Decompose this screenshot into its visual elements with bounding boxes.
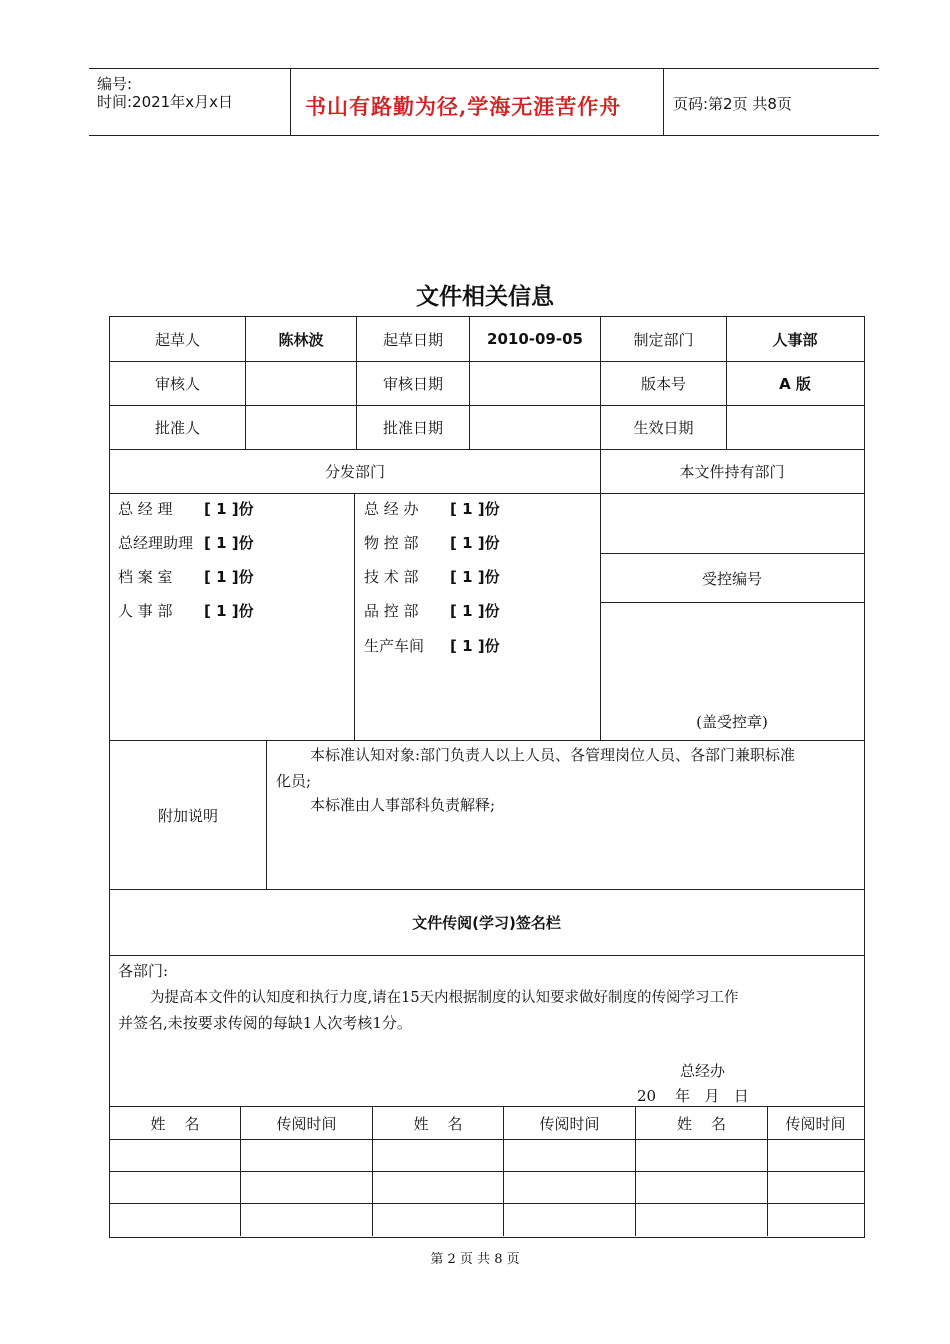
dist-item-qty: [ 1 ]份 [450,500,500,518]
col-header-time: 传阅时间 [785,1114,846,1133]
notes-line2: 本标准由人事部科负责解释; [310,796,496,814]
circulation-date: 20 年 月 日 [637,1087,749,1105]
notes-line1-cont: 化员; [276,772,312,790]
notes-label: 附加说明 [157,806,218,825]
dist-item-name: 技 术 部 [364,568,419,586]
dist-item [364,600,500,621]
dist-item-qty: [ 1 ]份 [450,637,500,655]
dist-item-name: 人 事 部 [118,602,173,620]
dept-value: 人事部 [772,330,818,349]
control-no-label: 受控编号 [701,569,762,588]
holder-header: 本文件持有部门 [679,463,785,481]
drafter-value: 陈林波 [278,330,324,349]
header-code-label: 编号: [97,75,133,93]
dist-item-qty: [ 1 ]份 [450,568,500,586]
row-rule [109,1203,864,1204]
col-header-time: 传阅时间 [276,1114,337,1133]
header-motto: 书山有路勤为径,学海无涯苦作舟 [305,94,622,119]
dist-item-qty: [ 1 ]份 [450,534,500,552]
draft-date-label: 起草日期 [382,330,443,349]
dist-item [118,566,254,587]
draft-date-value: 2010-09-05 [487,330,583,348]
col-header-time: 传阅时间 [539,1114,600,1133]
approver-label: 批准人 [154,419,200,437]
dist-item [364,635,500,656]
reviewer-label: 审核人 [154,375,200,393]
dist-item-qty: [ 1 ]份 [450,602,500,620]
dist-item [364,498,500,519]
header-time-label: 时间:2021年x月x日 [97,93,233,111]
dist-item-name: 物 控 部 [364,534,419,552]
dist-item [118,498,254,519]
dist-item [118,532,254,553]
circulation-issuer: 总经办 [680,1062,726,1080]
approve-date-value [470,406,600,449]
row-rule [600,602,864,603]
dist-item-qty: [ 1 ]份 [204,534,254,552]
dist-item-name: 档 案 室 [118,568,173,586]
header-divider-left [290,68,291,136]
version-label: 版本号 [640,375,686,393]
header-page-info: 页码:第2页 共8页 [673,95,792,113]
reviewer-value [246,362,356,405]
drafter-label: 起草人 [154,330,200,349]
dist-item-name: 生产车间 [364,637,425,655]
col-rule [354,493,355,740]
dist-item-qty: [ 1 ]份 [204,500,254,518]
effective-date-value [727,406,863,449]
circulation-body-line2: 并签名,未按要求传阅的每缺1人次考核1分。 [118,1014,412,1032]
circulation-greeting: 各部门: [118,962,169,980]
circulation-title: 文件传阅(学习)签名栏 [412,914,561,932]
effective-date-label: 生效日期 [633,419,694,437]
header-top-rule [89,68,879,69]
dist-item [364,532,500,553]
approve-date-label: 批准日期 [382,419,443,437]
row-rule [109,493,864,494]
distribution-header: 分发部门 [324,463,385,481]
dist-item-qty: [ 1 ]份 [204,568,254,586]
circulation-body-line1: 为提高本文件的认知度和执行力度,请在15天内根据制度的认知要求做好制度的传阅学习工作 [150,990,739,1006]
approver-value [246,406,356,449]
header-divider-right [663,68,664,136]
dist-item-qty: [ 1 ]份 [204,602,254,620]
col-header-name: 姓 名 [413,1114,463,1133]
col-rule [266,740,267,890]
col-header-name: 姓 名 [150,1114,200,1133]
version-value: A 版 [779,375,811,393]
dist-item-name: 总经理助理 [118,534,194,552]
notes-line1: 本标准认知对象:部门负责人以上人员、各管理岗位人员、各部门兼职标准 [310,746,796,764]
dist-item [364,566,500,587]
review-date-label: 审核日期 [382,375,443,393]
row-rule [109,1139,864,1140]
dist-item-name: 品 控 部 [364,602,419,620]
stamp-label: (盖受控章) [696,712,768,731]
header-bottom-rule [89,135,879,136]
page-title: 文件相关信息 [416,284,554,310]
dist-item-name: 总 经 办 [364,500,419,518]
dept-label: 制定部门 [633,330,694,349]
col-header-name: 姓 名 [676,1114,727,1133]
row-rule [109,1171,864,1172]
review-date-value [470,362,600,405]
row-rule [109,955,864,956]
dist-item [118,600,254,621]
dist-item-name: 总 经 理 [118,500,173,518]
footer-page-info: 第 2 页 共 8 页 [430,1252,520,1267]
